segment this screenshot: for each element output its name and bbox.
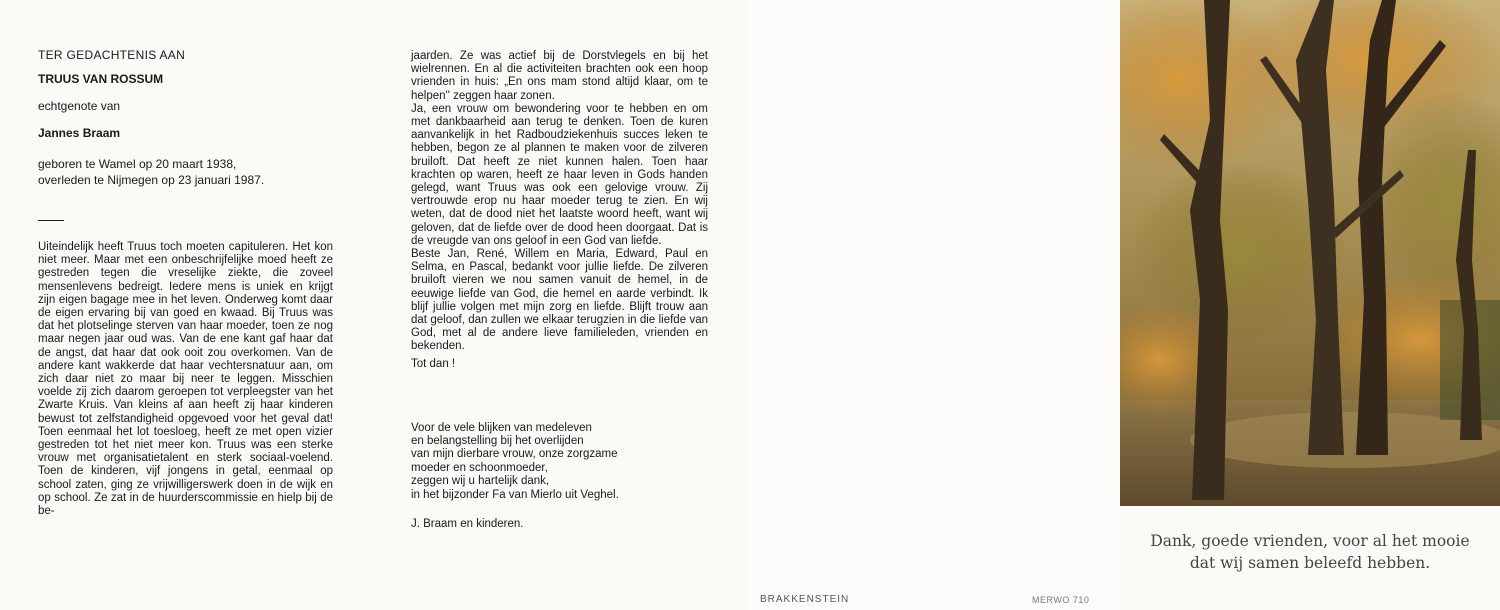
memorial-heading: TER GEDACHTENIS AAN xyxy=(38,48,186,62)
spouse-name: Jannes Braam xyxy=(38,126,121,140)
deceased-name: TRUUS VAN ROSSUM xyxy=(38,72,164,86)
birth-line: geboren te Wamel op 20 maart 1938, xyxy=(38,157,237,171)
signature: J. Braam en kinderen. xyxy=(411,518,524,531)
caption-line: Dank, goede vrienden, voor al het mooie xyxy=(1150,532,1470,550)
body-paragraph-3: Beste Jan, René, Willem en Maria, Edward, Paul en Selma, en Pascal, bedankt voor jullie liefde. De zilveren bruiloft vieren we nou samen vanuit de hemel, in de eeuwige liefde van God, die hemel en aarde verbindt. Ik blijf jullie volgen met mijn zorg en liefde. Blijft trouw aan dat geloof, dan zullen we elkaar terugzien in die liefde van God, met al de andere lieve familieleden, vrienden en bekenden. xyxy=(411,248,708,353)
memorial-body-text: Uiteindelijk heeft Truus toch moeten capituleren. Het kon niet meer. Maar met een onbeschrijfelijke moed heeft ze gestreden tegen die vreselijke ziekte, die zoveel mensenlevens bedreigt. Iedere mens is uniek en krijgt zijn eigen bagage mee in het leven. Onderweg komt daar de eigen ervaring bij van goed en kwaad. Bij Truus was dat het plotselinge sterven van haar moeder, toen ze nog maar negen jaar oud was. Van de ene kant gaf haar dat de angst, dat haar dat ook ooit zou overkomen. Van de andere kant wakkerde dat haar vechtersnatuur aan, om zich daar niet zo maar bij neer te leggen. Misschien voelde zij zich daarom geroepen tot verpleegster van het Zwarte Kruis. Van kleins af aan heeft zij haar kinderen bewust tot zelfstandigheid opgevoed voor het geval dat! Toen eenmaal het lot toesloeg, heeft ze met open vizier gestreden tot het niet meer kon. Truus was een sterke vrouw met organisatietalent en sterk sociaal-voelend. Toen de kinderen, vijf jongens in getal, eenmaal op school zaten, ging ze vrijwilligerswerk doen in de wijk en op school. Ze zat in de huurderscommissie en hielp bij de be- xyxy=(38,241,333,518)
cover-caption xyxy=(1120,530,1500,574)
print-code: MERWO 710 xyxy=(1032,595,1090,605)
thanks-block xyxy=(411,422,747,502)
body-paragraph-2: Ja, een vrouw om bewondering voor te hebben en om met dankbaarheid aan terug te denken. Toen de kuren aanvankelijk in het Radboudziekenhuis succes leken te hebben, begon ze al plannen te maken voor de zilveren bruiloft. Dat heeft ze niet kunnen halen. Toen haar krachten op waren, heeft ze haar leven in Gods handen gelegd, want Truus was ook een gelovige vrouw. Zij vertrouwde erop nu haar moeder terug te zien. En wij weten, dat de dood niet het laatste woord heeft, want wij geloven, dat de liefde over de dood heen doorgaat. Dat is de vreugde van ons geloof in een God van liefde. xyxy=(411,102,708,247)
body-paragraph-1: jaarden. Ze was actief bij de Dorstvlegels en bij het wielrennen. En al die activiteiten brachten ook een hoop vrienden in huis: „En ons mam stond altijd klaar, om te helpen'' zeggen haar zonen. xyxy=(411,50,708,102)
memorial-text-panel xyxy=(0,0,375,610)
blank-back-panel xyxy=(747,0,1120,610)
memorial-text-continued-panel xyxy=(375,0,747,610)
thanks-line: moeder en schoonmoeder, xyxy=(411,461,548,474)
thanks-line: en belangstelling bij het overlijden xyxy=(411,435,584,448)
front-cover-panel xyxy=(1120,0,1500,610)
autumn-forest-photo-icon xyxy=(1120,0,1500,506)
spouse-label: echtgenote van xyxy=(38,99,121,113)
closing-line: Tot dan ! xyxy=(411,357,456,370)
divider-rule xyxy=(38,220,64,221)
thanks-line: Voor de vele blijken van medeleven xyxy=(411,421,592,434)
thanks-line: zeggen wij u hartelijk dank, xyxy=(411,475,550,488)
thanks-line: in het bijzonder Fa van Mierlo uit Veghel. xyxy=(411,488,619,501)
publisher-label: BRAKKENSTEIN xyxy=(760,594,850,605)
caption-line: dat wij samen beleefd hebben. xyxy=(1189,554,1431,572)
death-line: overleden te Nijmegen op 23 januari 1987. xyxy=(38,173,265,187)
thanks-line: van mijn dierbare vrouw, onze zorgzame xyxy=(411,448,618,461)
